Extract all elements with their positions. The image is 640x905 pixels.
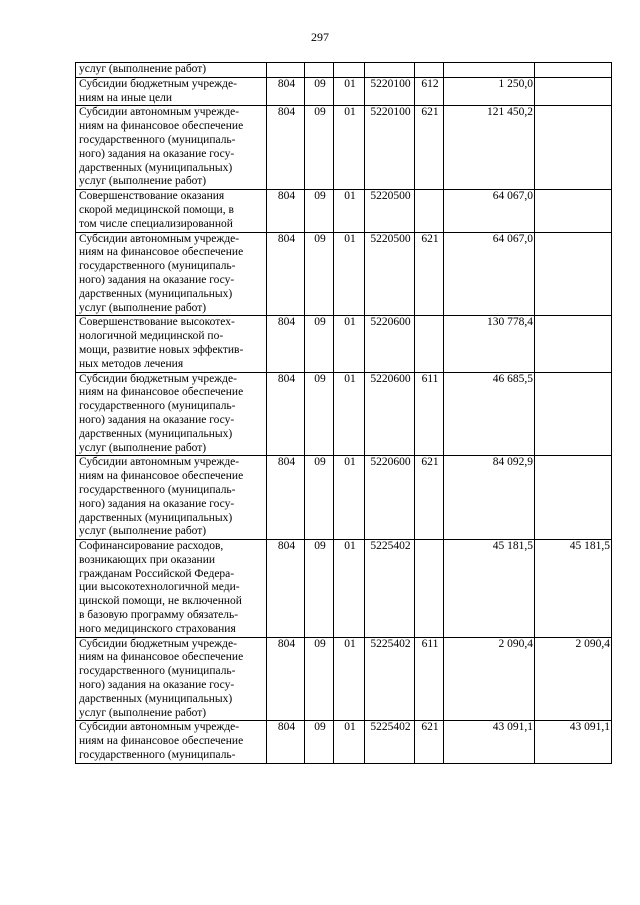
- federal-amount-cell: 2 090,4: [535, 637, 612, 721]
- amount-cell: 1 250,0: [444, 77, 535, 106]
- item-name-line: ного) задания на оказание госу-: [79, 679, 235, 692]
- section-code-cell: 09: [305, 190, 334, 232]
- section-code-cell: 09: [305, 721, 334, 763]
- ministry-code-cell: 804: [267, 456, 305, 540]
- item-name-line: государственного (муниципаль-: [79, 483, 236, 496]
- item-name-cell: [76, 77, 267, 106]
- table-row: [76, 372, 612, 456]
- target-article-cell: 5220500: [365, 232, 415, 316]
- item-name-line: в базовую программу обязатель-: [79, 609, 239, 622]
- item-name-line: Субсидии автономным учрежде-: [79, 456, 240, 469]
- target-article-cell: 5220600: [365, 316, 415, 372]
- item-name-line: возникающих при оказании: [79, 553, 216, 566]
- item-name-line: услуг (выполнение работ): [79, 301, 207, 314]
- section-code-cell: 09: [305, 232, 334, 316]
- amount-cell: 121 450,2: [444, 106, 535, 190]
- item-name-line: скорой медицинской помощи, в: [79, 203, 234, 216]
- item-name-line: государственного (муниципаль-: [79, 665, 236, 678]
- item-name-line: государственного (муниципаль-: [79, 749, 236, 762]
- expense-type-cell: [415, 540, 444, 638]
- item-name-cell: [76, 190, 267, 232]
- ministry-code-cell: 804: [267, 106, 305, 190]
- item-name-line: государственного (муниципаль-: [79, 400, 236, 413]
- item-name-line: Субсидии бюджетным учрежде-: [79, 637, 237, 650]
- expense-type-cell: 612: [415, 77, 444, 106]
- item-name-line: Совершенствование высокотех-: [79, 316, 235, 329]
- subsection-code-cell: 01: [334, 106, 365, 190]
- item-name-line: ных методов лечения: [79, 357, 184, 370]
- item-name-cell: [76, 232, 267, 316]
- item-name-cell: [76, 316, 267, 372]
- federal-amount-cell: [535, 63, 612, 78]
- item-name-line: ниям на финансовое обеспечение: [79, 735, 244, 748]
- item-name-line: Субсидии бюджетным учрежде-: [79, 372, 237, 385]
- subsection-code-cell: 01: [334, 372, 365, 456]
- table-row: [76, 77, 612, 106]
- amount-cell: 130 778,4: [444, 316, 535, 372]
- ministry-code-cell: 804: [267, 637, 305, 721]
- subsection-code-cell: 01: [334, 232, 365, 316]
- item-name-line: дарственных (муниципальных): [79, 161, 233, 174]
- amount-cell: 64 067,0: [444, 190, 535, 232]
- ministry-code-cell: 804: [267, 316, 305, 372]
- target-article-cell: 5220100: [365, 106, 415, 190]
- target-article-cell: 5225402: [365, 721, 415, 763]
- item-name-line: ниям на иные цели: [79, 91, 173, 104]
- item-name-line: Субсидии автономным учрежде-: [79, 721, 240, 734]
- expense-type-cell: 611: [415, 637, 444, 721]
- item-name-line: услуг (выполнение работ): [79, 175, 207, 188]
- item-name-line: услуг (выполнение работ): [79, 706, 207, 719]
- item-name-line: дарственных (муниципальных): [79, 287, 233, 300]
- target-article-cell: 5220100: [365, 77, 415, 106]
- item-name-line: ного) задания на оказание госу-: [79, 273, 235, 286]
- item-name-line: услуг (выполнение работ): [79, 525, 207, 538]
- table-row: [76, 316, 612, 372]
- amount-cell: 84 092,9: [444, 456, 535, 540]
- expense-type-cell: 621: [415, 456, 444, 540]
- ministry-code-cell: 804: [267, 232, 305, 316]
- section-code-cell: 09: [305, 77, 334, 106]
- item-name-line: нологичной медицинской по-: [79, 330, 224, 343]
- item-name-cell: [76, 63, 267, 78]
- amount-cell: 43 091,1: [444, 721, 535, 763]
- federal-amount-cell: [535, 190, 612, 232]
- section-code-cell: 09: [305, 316, 334, 372]
- item-name-line: дарственных (муниципальных): [79, 511, 233, 524]
- ministry-code-cell: 804: [267, 190, 305, 232]
- expense-type-cell: [415, 316, 444, 372]
- table-row: [76, 63, 612, 78]
- section-code-cell: 09: [305, 106, 334, 190]
- expense-type-cell: 611: [415, 372, 444, 456]
- federal-amount-cell: 43 091,1: [535, 721, 612, 763]
- target-article-cell: 5220600: [365, 372, 415, 456]
- amount-cell: 45 181,5: [444, 540, 535, 638]
- item-name-line: ного) задания на оказание госу-: [79, 413, 235, 426]
- amount-cell: 64 067,0: [444, 232, 535, 316]
- section-code-cell: 09: [305, 540, 334, 638]
- table-row: [76, 637, 612, 721]
- item-name-line: услуг (выполнение работ): [79, 441, 207, 454]
- item-name-line: государственного (муниципаль-: [79, 260, 236, 273]
- item-name-line: ниям на финансовое обеспечение: [79, 120, 244, 133]
- section-code-cell: [305, 63, 334, 78]
- subsection-code-cell: 01: [334, 540, 365, 638]
- subsection-code-cell: 01: [334, 190, 365, 232]
- federal-amount-cell: [535, 77, 612, 106]
- expense-type-cell: [415, 63, 444, 78]
- item-name-cell: [76, 637, 267, 721]
- ministry-code-cell: 804: [267, 540, 305, 638]
- amount-cell: 2 090,4: [444, 637, 535, 721]
- subsection-code-cell: 01: [334, 316, 365, 372]
- amount-cell: 46 685,5: [444, 372, 535, 456]
- item-name-line: ниям на финансовое обеспечение: [79, 246, 244, 259]
- table-row: [76, 540, 612, 638]
- federal-amount-cell: [535, 232, 612, 316]
- item-name-line: государственного (муниципаль-: [79, 133, 236, 146]
- ministry-code-cell: 804: [267, 721, 305, 763]
- target-article-cell: [365, 63, 415, 78]
- expense-type-cell: 621: [415, 721, 444, 763]
- expense-type-cell: 621: [415, 232, 444, 316]
- federal-amount-cell: [535, 456, 612, 540]
- table-row: [76, 190, 612, 232]
- target-article-cell: 5225402: [365, 637, 415, 721]
- item-name-line: том числе специализированной: [79, 217, 233, 230]
- item-name-line: Субсидии автономным учрежде-: [79, 106, 240, 119]
- item-name-line: цинской помощи, не включенной: [79, 595, 242, 608]
- target-article-cell: 5225402: [365, 540, 415, 638]
- item-name-cell: [76, 372, 267, 456]
- table-row: [76, 721, 612, 763]
- federal-amount-cell: [535, 106, 612, 190]
- ministry-code-cell: 804: [267, 77, 305, 106]
- expense-type-cell: [415, 190, 444, 232]
- expense-type-cell: 621: [415, 106, 444, 190]
- item-name-cell: [76, 106, 267, 190]
- item-name-line: ниям на финансовое обеспечение: [79, 470, 244, 483]
- federal-amount-cell: [535, 372, 612, 456]
- item-name-cell: [76, 540, 267, 638]
- item-name-line: Субсидии бюджетным учрежде-: [79, 77, 237, 90]
- budget-table-body: [76, 63, 612, 764]
- subsection-code-cell: [334, 63, 365, 78]
- subsection-code-cell: 01: [334, 456, 365, 540]
- amount-cell: [444, 63, 535, 78]
- subsection-code-cell: 01: [334, 77, 365, 106]
- item-name-line: Субсидии автономным учрежде-: [79, 232, 240, 245]
- item-name-line: гражданам Российской Федера-: [79, 567, 235, 580]
- item-name-line: ного) задания на оказание госу-: [79, 497, 235, 510]
- item-name-line: дарственных (муниципальных): [79, 427, 233, 440]
- ministry-code-cell: 804: [267, 372, 305, 456]
- section-code-cell: 09: [305, 637, 334, 721]
- page-number: 297: [311, 30, 329, 44]
- item-name-line: ного) задания на оказание госу-: [79, 147, 235, 160]
- item-name-line: мощи, развитие новых эффектив-: [79, 343, 244, 356]
- ministry-code-cell: [267, 63, 305, 78]
- subsection-code-cell: 01: [334, 721, 365, 763]
- item-name-line: Совершенствование оказания: [79, 190, 225, 203]
- item-name-line: ниям на финансовое обеспечение: [79, 651, 244, 664]
- item-name-line: услуг (выполнение работ): [79, 63, 207, 75]
- section-code-cell: 09: [305, 372, 334, 456]
- target-article-cell: 5220500: [365, 190, 415, 232]
- item-name-line: ного медицинского страхования: [79, 622, 236, 635]
- item-name-line: ции высокотехнологичной меди-: [79, 581, 240, 594]
- item-name-cell: [76, 456, 267, 540]
- table-row: [76, 106, 612, 190]
- federal-amount-cell: [535, 316, 612, 372]
- table-row: [76, 456, 612, 540]
- item-name-line: Софинансирование расходов,: [79, 540, 224, 553]
- budget-table: [75, 62, 612, 764]
- item-name-line: ниям на финансовое обеспечение: [79, 386, 244, 399]
- target-article-cell: 5220600: [365, 456, 415, 540]
- section-code-cell: 09: [305, 456, 334, 540]
- table-row: [76, 232, 612, 316]
- item-name-line: дарственных (муниципальных): [79, 692, 233, 705]
- federal-amount-cell: 45 181,5: [535, 540, 612, 638]
- item-name-cell: [76, 721, 267, 763]
- subsection-code-cell: 01: [334, 637, 365, 721]
